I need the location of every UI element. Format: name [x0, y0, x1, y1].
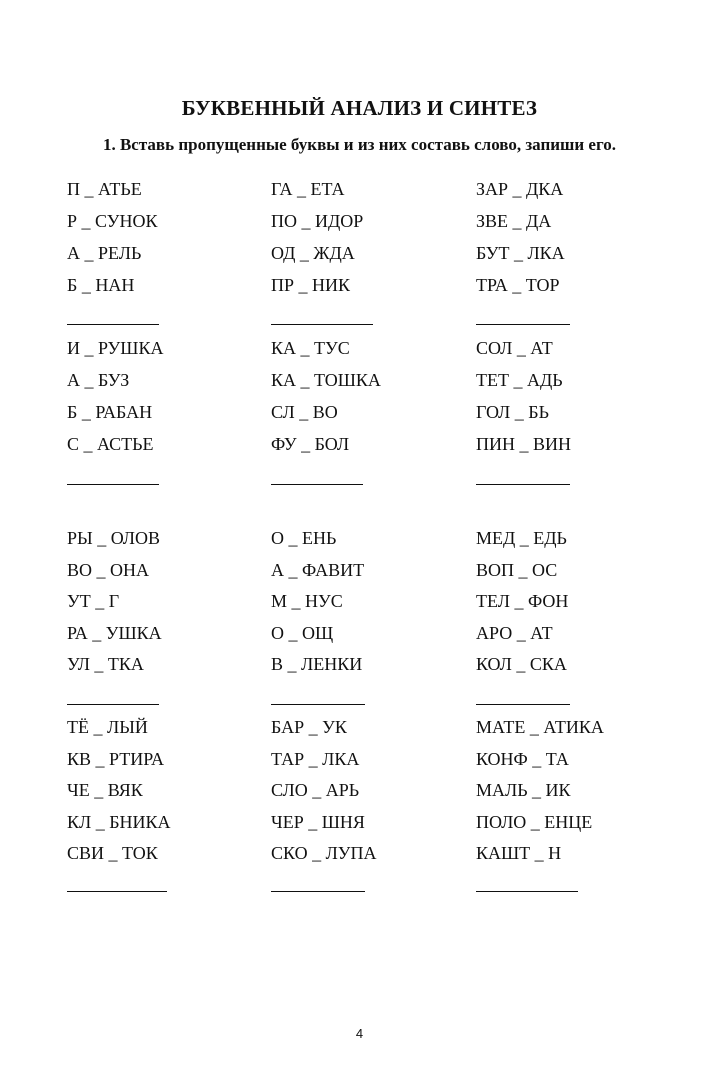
word-with-gap: ЧЕ _ ВЯК	[67, 780, 143, 800]
word-with-gap: ТРА _ ТОР	[476, 275, 560, 295]
word-with-gap: ПО _ ИДОР	[271, 211, 364, 231]
word-with-gap: БАР _ УК	[271, 717, 347, 737]
word-with-gap: ПР _ НИК	[271, 275, 351, 295]
answer-line[interactable]	[476, 324, 570, 325]
word-with-gap: Б _ НАН	[67, 275, 135, 295]
word-with-gap: ТАР _ ЛКА	[271, 748, 360, 769]
answer-line[interactable]	[271, 891, 365, 892]
word-with-gap: СВИ _ ТОК	[67, 843, 158, 863]
word-with-gap: Б _ РАБАН	[67, 402, 153, 422]
word-with-gap: ФУ _ БОЛ	[271, 434, 350, 454]
answer-line[interactable]	[271, 484, 363, 485]
word-with-gap: ТЕТ _ АДЬ	[476, 370, 563, 390]
answer-line[interactable]	[476, 891, 578, 892]
word-with-gap: ПОЛО _ ЕНЦЕ	[476, 811, 593, 832]
word-with-gap: КОЛ _ СКА	[476, 654, 567, 674]
word-with-gap: КВ _ РТИРА	[67, 748, 164, 769]
word-with-gap: И _ РУШКА	[67, 338, 164, 358]
word-with-gap: А _ РЕЛЬ	[67, 243, 142, 263]
word-with-gap: РА _ УШКА	[67, 622, 162, 643]
word-with-gap: ЗАР _ ДКА	[476, 179, 564, 199]
word-with-gap: ОД _ ЖДА	[271, 243, 355, 263]
answer-line[interactable]	[67, 891, 167, 892]
answer-line[interactable]	[476, 704, 570, 705]
word-with-gap: ВОП _ ОС	[476, 559, 558, 580]
word-with-gap: УТ _ Г	[67, 591, 120, 611]
word-with-gap: А _ БУЗ	[67, 370, 130, 390]
word-with-gap: ЗВЕ _ ДА	[476, 211, 552, 231]
word-with-gap: О _ ЕНЬ	[271, 528, 337, 548]
word-with-gap: МАТЕ _ АТИКА	[476, 717, 604, 737]
answer-line[interactable]	[271, 324, 373, 325]
word-with-gap: БУТ _ ЛКА	[476, 243, 565, 263]
answer-line[interactable]	[67, 324, 159, 325]
word-with-gap: С _ АСТЬЕ	[67, 434, 154, 454]
word-with-gap: КА _ ТУС	[271, 338, 350, 358]
word-with-gap: Р _ СУНОК	[67, 211, 158, 231]
word-with-gap: М _ НУС	[271, 591, 343, 611]
word-with-gap: РЫ _ ОЛОВ	[67, 528, 161, 548]
answer-line[interactable]	[67, 484, 159, 485]
word-with-gap: КА _ ТОШКА	[271, 370, 381, 390]
word-with-gap: СЛО _ АРЬ	[271, 780, 360, 800]
word-with-gap: ПИН _ ВИН	[476, 434, 572, 454]
word-with-gap: МАЛЬ _ ИК	[476, 780, 571, 800]
answer-line[interactable]	[476, 484, 570, 485]
word-with-gap: СОЛ _ АТ	[476, 338, 553, 358]
word-with-gap: А _ ФАВИТ	[271, 559, 365, 580]
word-with-gap: П _ АТЬЕ	[67, 179, 142, 199]
word-with-gap: ТЁ _ ЛЫЙ	[67, 717, 148, 737]
word-with-gap: УЛ _ ТКА	[67, 654, 144, 674]
word-with-gap: КАШТ _ Н	[476, 843, 562, 863]
page-number: 4	[355, 1026, 364, 1041]
word-with-gap: О _ ОЩ	[271, 622, 334, 643]
answer-line[interactable]	[67, 704, 159, 705]
word-with-gap: ГОЛ _ БЬ	[476, 402, 549, 422]
task-instruction: 1. Вставь пропущенные буквы и из них составь слово, запиши его.	[102, 135, 617, 154]
word-with-gap: МЕД _ ЕДЬ	[476, 528, 567, 548]
word-with-gap: СЛ _ ВО	[271, 402, 338, 422]
word-with-gap: ВО _ ОНА	[67, 559, 150, 580]
word-with-gap: КЛ _ БНИКА	[67, 811, 171, 832]
answer-line[interactable]	[271, 704, 365, 705]
word-with-gap: КОНФ _ ТА	[476, 748, 569, 769]
page-title: БУКВЕННЫЙ АНАЛИЗ И СИНТЕЗ	[181, 96, 538, 120]
word-with-gap: СКО _ ЛУПА	[271, 843, 377, 863]
word-with-gap: ЧЕР _ ШНЯ	[271, 811, 365, 832]
word-with-gap: ГА _ ЕТА	[271, 179, 345, 199]
word-with-gap: АРО _ АТ	[476, 622, 553, 643]
word-with-gap: ТЕЛ _ ФОН	[476, 591, 569, 611]
word-with-gap: В _ ЛЕНКИ	[271, 654, 363, 674]
